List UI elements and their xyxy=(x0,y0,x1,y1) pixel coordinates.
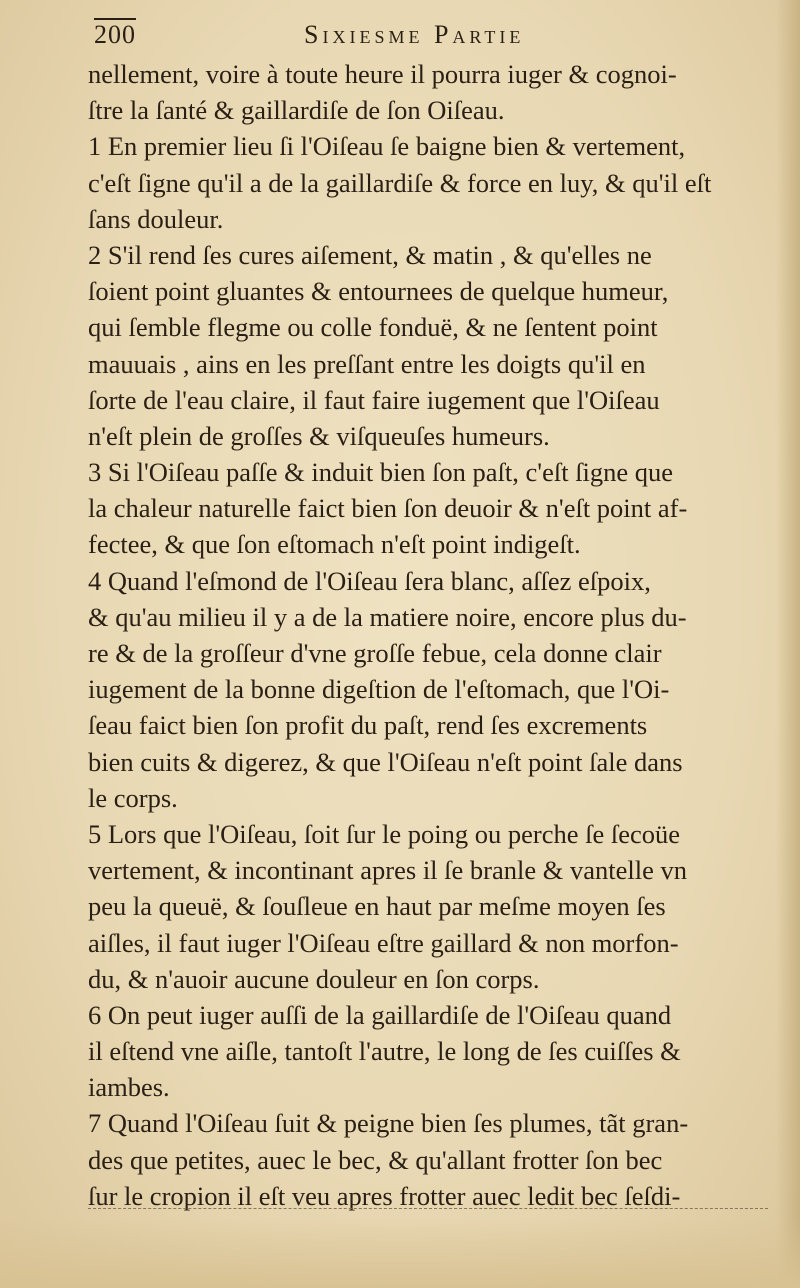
text-line: nellement, voire à toute heure il pourra iuger & cognoi- xyxy=(88,59,677,89)
running-head: Sixiesme Partie xyxy=(304,20,525,49)
page-number: 200 xyxy=(94,20,136,49)
text-line: ſoient point gluantes & entournees de quelque humeur, xyxy=(88,276,669,307)
text-line: le corps. xyxy=(88,782,178,813)
text-line: peu la queuë, & ſouſleue en haut par meſme moyen ſes xyxy=(88,891,666,922)
text-line: du, & n'auoir aucune douleur en ſon corps. xyxy=(88,963,540,994)
text-line: 7 Quand l'Oiſeau ſuit & peigne bien ſes plumes, tãt gran- xyxy=(88,1108,689,1139)
text-line: des que petites, auec le bec, & qu'allant frotter ſon bec xyxy=(88,1144,663,1175)
text-line: iambes. xyxy=(88,1072,170,1103)
text-line: 3 Si l'Oiſeau paſſe & induit bien ſon paſt, c'eſt ſigne que xyxy=(88,457,674,488)
body-text xyxy=(88,56,772,1214)
text-line: la chaleur naturelle faict bien ſon deuoir & n'eſt point af- xyxy=(88,493,688,524)
text-line: qui ſemble flegme ou colle fonduë, & ne ſentent point xyxy=(88,312,658,343)
text-line: ſans douleur. xyxy=(88,203,224,234)
text-line: 4 Quand l'eſmond de l'Oiſeau ſera blanc, aſſez eſpoix, xyxy=(88,565,651,596)
page-bottom-shadow xyxy=(0,1218,800,1288)
text-line: fectee, & que ſon eſtomach n'eſt point indigeſt. xyxy=(88,529,581,560)
text-line: vertement, & incontinant apres il ſe branle & vantelle vn xyxy=(88,855,687,886)
text-line: mauuais , ains en les preſſant entre les doigts qu'il en xyxy=(88,348,646,379)
text-line: 1 En premier lieu ſi l'Oiſeau ſe baigne bien & vertement, xyxy=(88,131,686,162)
page-header xyxy=(94,18,774,58)
text-line: iugement de la bonne digeſtion de l'eſtomach, que l'Oi- xyxy=(88,674,670,705)
text-line: ſtre la ſanté & gaillardiſe de ſon Oiſeau. xyxy=(88,95,505,126)
text-line: ſeau faict bien ſon profit du paſt, rend ſes excrements xyxy=(88,710,648,741)
text-line: 2 S'il rend ſes cures aiſement, & matin , & qu'elles ne xyxy=(88,239,652,270)
text-line: il eſtend vne aiſle, tantoſt l'autre, le long de ſes cuiſſes & xyxy=(88,1036,681,1067)
text-line: ſur le cropion il eſt veu apres frotter auec ledit bec ſeſdi- xyxy=(88,1180,681,1211)
text-line: c'eſt ſigne qu'il a de la gaillardiſe & force en luy, & qu'il eſt xyxy=(88,167,712,198)
text-line: n'eſt plein de groſſes & viſqueuſes humeurs. xyxy=(88,420,550,451)
page-edge-shadow xyxy=(776,0,800,1288)
text-line: & qu'au milieu il y a de la matiere noire, encore plus du- xyxy=(88,601,687,632)
text-line: aiſles, il faut iuger l'Oiſeau eſtre gaillard & non morfon- xyxy=(88,927,679,958)
text-line: bien cuits & digerez, & que l'Oiſeau n'eſt point ſale dans xyxy=(88,746,683,777)
text-line: 5 Lors que l'Oiſeau, ſoit ſur le poing ou perche ſe ſecoüe xyxy=(88,818,681,849)
text-line: 6 On peut iuger auſſi de la gaillardiſe de l'Oiſeau quand xyxy=(88,999,672,1030)
bottom-rule xyxy=(88,1208,768,1210)
text-line: ſorte de l'eau claire, il faut faire iugement que l'Oiſeau xyxy=(88,384,660,415)
text-line: re & de la groſſeur d'vne groſſe febue, cela donne clair xyxy=(88,638,662,668)
